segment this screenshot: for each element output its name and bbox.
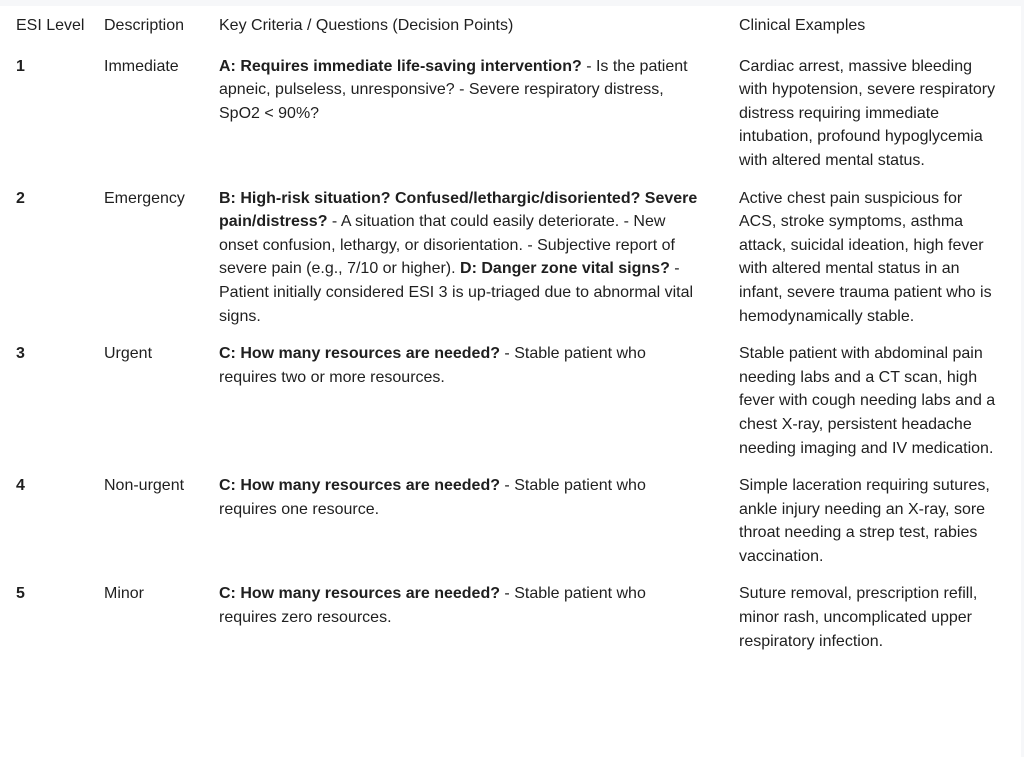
criteria-question: C: How many resources are needed? <box>219 345 500 363</box>
table-row <box>0 47 1021 179</box>
esi-level-cell: 1 <box>16 57 25 75</box>
criteria-detail: - Patient initially considered ESI 3 is up-triaged due to abnormal vital signs. <box>219 260 694 325</box>
examples-cell: Stable patient with abdominal pain needing labs and a CT scan, high fever with cough needing labs and a chest X-ray, persistent headache needing imaging and IV medication. <box>739 345 996 457</box>
esi-level-cell: 4 <box>16 477 25 495</box>
criteria-cell <box>203 466 723 574</box>
esi-level-cell: 3 <box>16 345 25 363</box>
description-cell: Urgent <box>104 345 153 363</box>
header-key-criteria: Key Criteria / Questions (Decision Points) <box>219 17 514 34</box>
table-row <box>0 466 1021 574</box>
table-row <box>0 574 1021 659</box>
table-header-row <box>0 6 1021 47</box>
esi-level-cell: 2 <box>16 189 25 207</box>
criteria-cell <box>203 334 723 466</box>
criteria-cell <box>203 47 723 179</box>
description-cell: Minor <box>104 585 145 603</box>
table-body <box>0 47 1021 660</box>
criteria-detail: - A situation that could easily deteriorate. - New onset confusion, lethargy, or disorientation. - Subjective report of severe pain (e.g., 7/10 or higher). <box>219 213 675 278</box>
criteria-detail: - Stable patient who requires zero resources. <box>219 585 646 627</box>
criteria-detail: - Is the patient apneic, pulseless, unresponsive? - Severe respiratory distress, SpO2 < 90%? <box>219 57 688 122</box>
description-cell: Non-urgent <box>104 477 185 495</box>
header-clinical-examples: Clinical Examples <box>739 17 866 34</box>
examples-cell: Active chest pain suspicious for ACS, stroke symptoms, asthma attack, suicidal ideation, high fever with altered mental status in an infant, severe trauma patient who is hemodynamically stable. <box>739 189 992 325</box>
header-description: Description <box>104 17 185 34</box>
esi-table-container <box>0 6 1021 757</box>
criteria-detail: - Stable patient who requires one resource. <box>219 477 646 518</box>
criteria-cell <box>203 574 723 659</box>
header-esi-level: ESI Level <box>16 17 85 34</box>
criteria-question: D: Danger zone vital signs? <box>460 260 670 278</box>
description-cell: Emergency <box>104 189 185 207</box>
table-row <box>0 334 1021 466</box>
criteria-question: C: How many resources are needed? <box>219 585 500 603</box>
criteria-detail: - Stable patient who requires two or more resources. <box>219 345 646 386</box>
table-row <box>0 179 1021 335</box>
criteria-cell <box>203 179 723 335</box>
examples-cell: Simple laceration requiring sutures, ankle injury needing an X-ray, sore throat needing a strep test, rabies vaccination. <box>739 477 990 565</box>
examples-cell: Cardiac arrest, massive bleeding with hypotension, severe respiratory distress requiring immediate intubation, profound hypoglycemia with altered mental status. <box>739 57 996 169</box>
esi-level-cell: 5 <box>16 585 25 603</box>
criteria-question: C: How many resources are needed? <box>219 477 500 495</box>
esi-triage-table <box>0 6 1021 659</box>
examples-cell: Suture removal, prescription refill, minor rash, uncomplicated upper respiratory infection. <box>739 585 978 650</box>
description-cell: Immediate <box>104 57 179 75</box>
criteria-question: B: High-risk situation? Confused/lethargic/disoriented? Severe pain/distress? <box>219 189 698 231</box>
criteria-question: A: Requires immediate life-saving intervention? <box>219 57 582 75</box>
